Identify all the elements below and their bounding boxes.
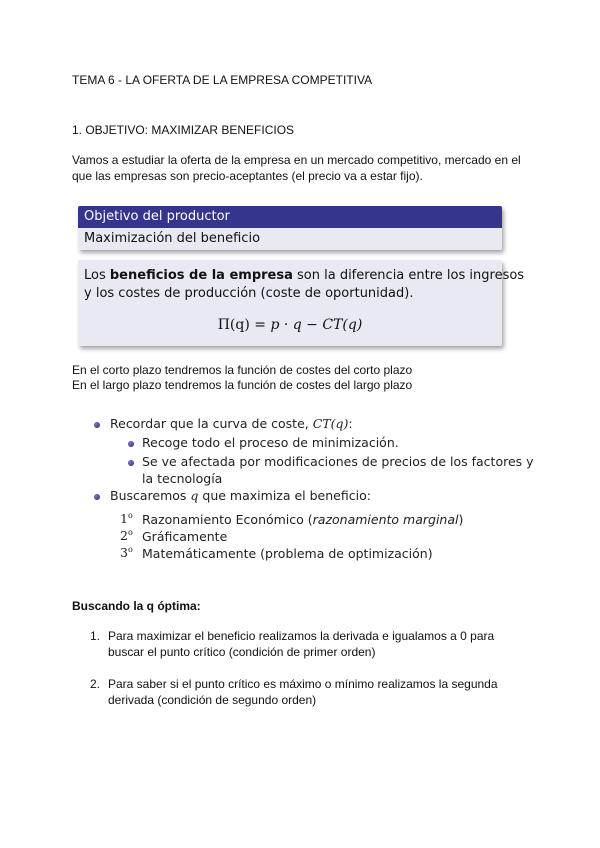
benefits-line-1: [84, 267, 524, 285]
ordinal-1-label: Razonamiento Económico (: [142, 512, 313, 527]
bullet-icon: [94, 422, 100, 428]
ordinal-1-sup: o: [127, 511, 133, 520]
bullet-cost-curve-math: CT(q): [312, 416, 349, 431]
sub-bullet-prices-line-1: Se ve afectada por modificaciones de precios de los factores y: [142, 454, 534, 469]
long-run-note: En el largo plazo tendremos la función de costes del largo plazo: [72, 378, 413, 392]
ordinal-2-num: 2: [120, 528, 128, 544]
ordinal-2-sup: o: [127, 528, 133, 537]
bullet-cost-curve: [110, 416, 353, 432]
ordinal-1-text: [142, 512, 463, 528]
benefits-line-1-pre: Los: [84, 268, 110, 283]
benefits-line-2: y los costes de producción (coste de oportunidad).: [84, 286, 414, 301]
ordinal-2-text: Gráficamente: [142, 529, 228, 544]
page-title: TEMA 6 - LA OFERTA DE LA EMPRESA COMPETITIVA: [72, 73, 373, 87]
benefits-block: [78, 260, 525, 346]
step-2-number: 2.: [90, 677, 101, 691]
bullet-maximize-post: que maximiza el beneficio:: [198, 488, 371, 503]
step-1-line-1: Para maximizar el beneficio realizamos la derivada e igualamos a 0 para: [108, 629, 495, 643]
sub-bullet-icon: [128, 441, 134, 447]
sub-bullet-icon: [128, 460, 134, 466]
sub-bullet-prices-line-2: la tecnología: [142, 471, 223, 486]
ordinal-3-num: 3: [120, 545, 128, 561]
section-heading: 1. OBJETIVO: MAXIMIZAR BENEFICIOS: [72, 123, 295, 137]
intro-line-2: que las empresas son precio-aceptantes (el precio va a estar fijo).: [72, 169, 423, 183]
step-2-line-2: derivada (condición de segundo orden): [108, 693, 317, 707]
ordinal-1: [120, 511, 133, 526]
ordinal-1-num: 1: [120, 511, 128, 527]
ordinal-1-italic: razonamiento marginal: [312, 512, 459, 527]
ordinal-3-sup: o: [127, 545, 133, 554]
step-2-line-1: Para saber si el punto crítico es máximo o mínimo realizamos la segunda: [108, 677, 498, 691]
step-1-number: 1.: [90, 629, 101, 643]
benefits-line-1-bold: beneficios de la empresa: [109, 268, 293, 283]
intro-line-1: Vamos a estudiar la oferta de la empresa en un mercado competitivo, mercado en el: [72, 153, 521, 167]
objective-block-body: Maximización del beneficio: [78, 228, 502, 250]
short-run-note: En el corto plazo tendremos la función de costes del corto plazo: [72, 363, 413, 377]
optimal-q-heading: Buscando la q óptima:: [72, 599, 201, 613]
objective-block: [78, 206, 502, 250]
bullet-maximize-math: q: [190, 488, 199, 503]
benefits-line-1-post: son la diferencia entre los ingresos: [292, 268, 525, 283]
bullet-maximize: [110, 488, 371, 504]
bullet-maximize-pre: Buscaremos: [110, 488, 191, 503]
sub-bullet-minimization: Recoge todo el proceso de minimización.: [142, 435, 399, 450]
formula-rhs: p · q − CT(q): [270, 317, 363, 333]
bullet-icon: [94, 494, 100, 500]
ordinal-3-text: Matemáticamente (problema de optimización): [142, 546, 433, 561]
ordinal-2: [120, 528, 133, 543]
step-1-line-2: buscar el punto crítico (condición de primer orden): [108, 645, 376, 659]
bullet-cost-curve-text: Recordar que la curva de coste,: [110, 416, 313, 431]
bullet-cost-curve-colon: :: [348, 416, 353, 431]
ordinal-3: [120, 545, 133, 560]
objective-block-header: Objetivo del productor: [78, 206, 502, 228]
profit-formula: [78, 317, 502, 333]
formula-lhs: Π(q) =: [217, 317, 271, 333]
ordinal-1-end: ): [458, 512, 464, 527]
